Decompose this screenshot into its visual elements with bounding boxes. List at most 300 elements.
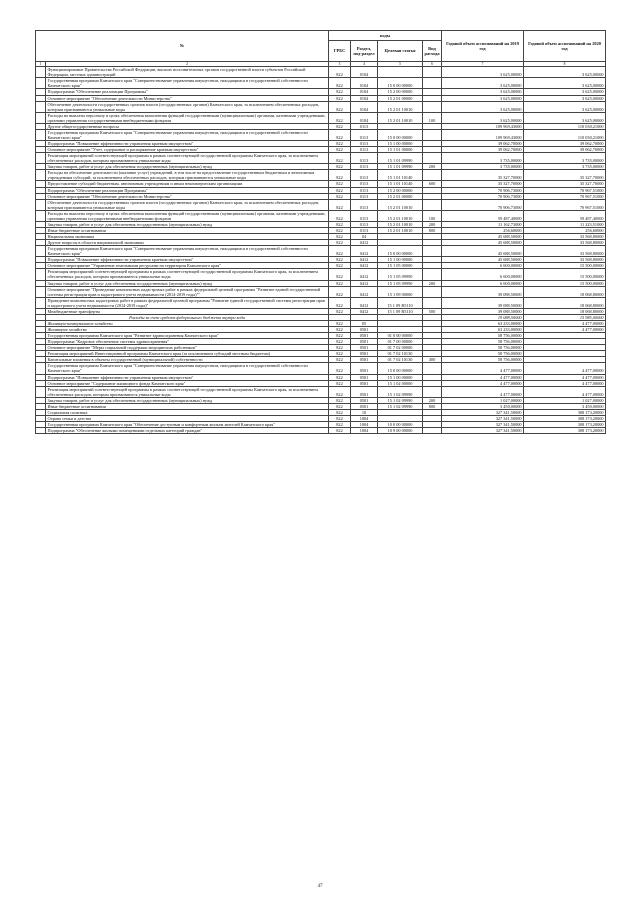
row-grbs: 822 [329, 89, 351, 95]
row-volume-2019: 3 625,00000 [442, 101, 524, 112]
row-name: Охрана семьи и детства [46, 415, 329, 421]
row-csr: 15 1 01 10140 [378, 170, 423, 181]
row-vr: 800 [423, 403, 442, 409]
blank [36, 67, 46, 78]
row-razdel: 0113 [351, 129, 378, 140]
row-volume-2020: 33 568,80000 [524, 240, 606, 246]
header-index-cell: 2 [46, 62, 329, 67]
row-grbs: 822 [329, 147, 351, 153]
row-volume-2020: 35 327,70000 [524, 181, 606, 187]
row-grbs: 822 [329, 141, 351, 147]
row-volume-2019: 11 162,73000 [442, 221, 524, 227]
row-name: Социальная политика [46, 409, 329, 415]
row-razdel: 0104 [351, 101, 378, 112]
row-name: Закупка товаров, работ и услуг для обеспечения государственных (муниципальных) нужд [46, 221, 329, 227]
row-name: Иные бюджетные ассигнования [46, 227, 329, 233]
row-razdel: 0104 [351, 78, 378, 89]
row-volume-2020: 4 477,00000 [524, 327, 606, 333]
row-volume-2020: 59 487,40000 [524, 210, 606, 221]
blank [36, 246, 46, 257]
row-csr: 15 1 00 00000 [378, 257, 423, 263]
row-name: Государственная программа Камчатского края "Совершенствование управления имуществом, находящимся в государственной собственности Камчатского края" [46, 246, 329, 257]
header-index-cell: 5 [378, 62, 423, 67]
header-volume-2019: Годовой объем ассигнований на 2019 год [442, 31, 524, 62]
row-volume-2019: 3 450,00000 [442, 403, 524, 409]
row-name: Государственная программа Камчатского края "Совершенствование управления имуществом, находящимся в государственной собственности Камчатского края" [46, 129, 329, 140]
table-row [36, 129, 606, 140]
table-row [36, 386, 606, 397]
row-volume-2019: 4 477,00000 [442, 363, 524, 374]
row-name: Жилищное хозяйство [46, 327, 329, 333]
row-grbs: 822 [329, 269, 351, 280]
row-name: Подпрограмма "Повышение эффективности управления краевым имуществом" [46, 257, 329, 263]
row-csr: 15 0 00 00000 [378, 363, 423, 374]
row-grbs: 822 [329, 380, 351, 386]
row-razdel: 1004 [351, 428, 378, 434]
row-csr: 15 1 02 00000 [378, 380, 423, 386]
row-name: Основное мероприятие "Проведение комплексных кадастровых работ в рамках федеральной целевой программы "Развитие единой государственной системы регистрации прав и кадастрового учета недвижимости (2014-2019 годы)"" [46, 286, 329, 297]
row-name: Основное мероприятие "Управление земельными ресурсами на территории Камчатского края" [46, 263, 329, 269]
row-csr: 15 0 00 00000 [378, 129, 423, 140]
row-razdel: 0113 [351, 141, 378, 147]
row-volume-2019: 45 688,50000 [442, 257, 524, 263]
row-volume-2020: 308 173,20000 [524, 428, 606, 434]
row-grbs: 822 [329, 221, 351, 227]
row-csr: 01 7 02 10130 [378, 357, 423, 363]
row-volume-2020: 70 967,51000 [524, 199, 606, 210]
row-name: Межбюджетные трансферты [46, 308, 329, 314]
row-razdel: 0412 [351, 269, 378, 280]
row-grbs: 822 [329, 153, 351, 164]
row-csr [378, 67, 423, 78]
row-volume-2020: 3 735,00000 [524, 164, 606, 170]
table-row [36, 78, 606, 89]
row-razdel: 0501 [351, 403, 378, 409]
row-name: Иные бюджетные ассигнования [46, 403, 329, 409]
row-volume-2019: 58 756,00000 [442, 345, 524, 351]
row-csr: 15 1 01 00000 [378, 147, 423, 153]
row-razdel: 0501 [351, 351, 378, 357]
row-razdel: 0113 [351, 210, 378, 221]
row-name: Основное мероприятие "Учет, содержание и распоряжение краевым имуществом" [46, 147, 329, 153]
row-name: Подпрограмма "Повышение эффективности управления краевым имуществом" [46, 374, 329, 380]
row-vr [423, 129, 442, 140]
budget-table [35, 30, 606, 434]
row-name: Государственная программа Камчатского края "Развитие здравоохранения Камчатского края" [46, 333, 329, 339]
blank [36, 78, 46, 89]
row-volume-2020: 39 062,70000 [524, 147, 606, 153]
row-volume-2020: 3 625,00000 [524, 78, 606, 89]
row-grbs: 822 [329, 286, 351, 297]
row-volume-2019: 39 062,70000 [442, 147, 524, 153]
row-vr [423, 78, 442, 89]
row-volume-2020: 4 477,00000 [524, 363, 606, 374]
row-razdel: 04 [351, 234, 378, 240]
row-volume-2019: 58 756,00000 [442, 357, 524, 363]
row-razdel: 0412 [351, 297, 378, 308]
row-name: Расходы на обеспечение деятельности (оказание услуг) учреждений, в том числе на предоставление государственным бюджетным и автономным учреждениям субсидий, за исключением обеспеченных расходов, которым присваиваются уникальные коды [46, 170, 329, 181]
row-csr: 15 1 05 09990 [378, 280, 423, 286]
blank [36, 170, 46, 181]
row-name: Расходы за счет средств федерального бюджета внутри кода [46, 314, 329, 320]
row-grbs: 822 [329, 403, 351, 409]
row-volume-2019: 58 756,00000 [442, 333, 524, 339]
blank [36, 101, 46, 112]
row-volume-2020: 110 030,21000 [524, 129, 606, 140]
header-index-cell: 1 [36, 62, 46, 67]
row-csr: 15 1 02 09990 [378, 403, 423, 409]
row-grbs: 822 [329, 351, 351, 357]
row-volume-2020: 3 735,00000 [524, 153, 606, 164]
row-vr: 200 [423, 397, 442, 403]
row-grbs: 822 [329, 357, 351, 363]
row-volume-2020: 33 568,80000 [524, 234, 606, 240]
row-vr [423, 67, 442, 78]
blank [36, 286, 46, 297]
table-row [36, 67, 606, 78]
row-volume-2020: 15 500,00000 [524, 269, 606, 280]
row-razdel: 0501 [351, 339, 378, 345]
row-csr: 01 7 00 00000 [378, 339, 423, 345]
row-volume-2019: 6 600,00000 [442, 269, 524, 280]
header-codes-group: коды [329, 31, 442, 41]
row-volume-2019: 70 906,73000 [442, 199, 524, 210]
header-index-cell: 8 [524, 62, 606, 67]
row-grbs: 822 [329, 67, 351, 78]
row-volume-2019: 70 906,73000 [442, 193, 524, 199]
row-razdel: 0113 [351, 164, 378, 170]
header-grbs: ГРБС [329, 41, 351, 62]
row-csr: 15 0 00 00000 [378, 246, 423, 257]
row-volume-2020: 3 450,00000 [524, 403, 606, 409]
row-razdel: 0104 [351, 67, 378, 78]
row-razdel: 0104 [351, 95, 378, 101]
row-grbs: 822 [329, 170, 351, 181]
header-razdel: Раздел, под-раздел [351, 41, 378, 62]
row-csr: 15 2 01 10010 [378, 221, 423, 227]
row-grbs: 822 [329, 339, 351, 345]
row-volume-2019: 35 327,70000 [442, 170, 524, 181]
row-csr: 15 2 01 00000 [378, 193, 423, 199]
row-volume-2019: 45 688,50000 [442, 246, 524, 257]
row-grbs: 822 [329, 101, 351, 112]
row-volume-2019: 327 341,50000 [442, 409, 524, 415]
row-razdel: 0501 [351, 397, 378, 403]
row-volume-2019: 3 625,00000 [442, 112, 524, 123]
row-volume-2019: 39 088,50000 [442, 297, 524, 308]
row-volume-2019: 59 487,40000 [442, 210, 524, 221]
row-name: Основное мероприятие "Меры социальной поддержки медицинских работников" [46, 345, 329, 351]
row-csr: 15 2 01 00000 [378, 95, 423, 101]
row-vr [423, 269, 442, 280]
row-grbs: 822 [329, 327, 351, 333]
row-name: Государственная программа Камчатского края "Обеспечение доступным и комфортным жильем жителей Камчатского края" [46, 422, 329, 428]
row-name: Реализация мероприятий соответствующей программы в рамках соответствующей государственной программы Камчатского края, за исключением обеспеченных расходов, которым присваиваются уникальные коды [46, 269, 329, 280]
row-vr [423, 286, 442, 297]
row-volume-2020: 18 068,80000 [524, 297, 606, 308]
table-row [36, 153, 606, 164]
blank [36, 363, 46, 374]
row-grbs: 822 [329, 263, 351, 269]
row-volume-2020: 15 500,00000 [524, 280, 606, 286]
row-volume-2019: 109 969,43000 [442, 129, 524, 140]
row-name: Функционирование Правительства Российской Федерации, высших исполнительных органов государственной власти субъектов Российской Федерации, местных администраций [46, 67, 329, 78]
row-name: Капитальные вложения в объекты государственной (муниципальной) собственности [46, 357, 329, 363]
row-volume-2019: 6 600,00000 [442, 280, 524, 286]
row-grbs: 822 [329, 257, 351, 263]
row-volume-2020: 3 625,00000 [524, 112, 606, 123]
row-csr: 15 1 01 10140 [378, 181, 423, 187]
table-row [36, 286, 606, 297]
row-name: Расходы на выплаты персоналу в целях обеспечения выполнения функций государственными (муниципальными) органами, казенными учреждениями, органами управления государственными внебюджетными фондами [46, 210, 329, 221]
row-volume-2019: 19 088,50000 [442, 314, 524, 320]
row-csr: 15 2 01 10010 [378, 227, 423, 233]
row-csr: 15 1 09 R5110 [378, 297, 423, 308]
row-volume-2020: 39 062,70000 [524, 141, 606, 147]
row-volume-2020: 3 625,00000 [524, 101, 606, 112]
row-volume-2020: 308 173,20000 [524, 415, 606, 421]
row-grbs: 822 [329, 193, 351, 199]
row-name: Предоставление субсидий бюджетным, автономным учреждениям и иным некоммерческим организациям [46, 181, 329, 187]
row-volume-2020: 18 068,80000 [524, 308, 606, 314]
row-volume-2019: 70 906,73000 [442, 187, 524, 193]
row-vr [423, 153, 442, 164]
row-volume-2019: 109 969,43000 [442, 123, 524, 129]
row-name: Государственная программа Камчатского края "Совершенствование управления имуществом, находящимся в государственной собственности Камчатского края" [46, 363, 329, 374]
row-name: Основное мероприятие "Обеспечение деятельности Министерства" [46, 193, 329, 199]
row-name: Обеспечение деятельности государственных органов власти (государственных органов) Камчатского края, за исключением обеспеченных расходов, которым присваиваются уникальные коды [46, 199, 329, 210]
header-csr: Целевая статья [378, 41, 423, 62]
row-volume-2019: 3 735,00000 [442, 164, 524, 170]
row-csr: 15 2 00 00000 [378, 187, 423, 193]
row-volume-2020: 35 327,70000 [524, 170, 606, 181]
row-vr: 200 [423, 221, 442, 227]
row-volume-2020: 70 967,51000 [524, 193, 606, 199]
row-razdel: 0501 [351, 333, 378, 339]
row-razdel: 0113 [351, 221, 378, 227]
row-volume-2020: 3 625,00000 [524, 95, 606, 101]
row-name: Обеспечение деятельности государственных органов власти (государственных органов) Камчатского края, за исключением обеспеченных расходов, которым присваиваются уникальные коды [46, 101, 329, 112]
table-row [36, 101, 606, 112]
row-razdel: 0113 [351, 227, 378, 233]
row-volume-2019: 3 625,00000 [442, 95, 524, 101]
row-grbs: 822 [329, 234, 351, 240]
row-volume-2020: 33 568,80000 [524, 257, 606, 263]
row-razdel: 0501 [351, 357, 378, 363]
row-volume-2020: 256,60000 [524, 227, 606, 233]
row-name: Государственная программа Камчатского края "Совершенствование управления имуществом, находящимся в государственной собственности Камчатского края" [46, 78, 329, 89]
header-volume-2020: Годовой объем ассигнований на 2020 год [524, 31, 606, 62]
row-volume-2019: 45 688,50000 [442, 240, 524, 246]
row-razdel: 0412 [351, 263, 378, 269]
row-volume-2019: 4 477,00000 [442, 386, 524, 397]
row-grbs: 822 [329, 123, 351, 129]
row-razdel: 0501 [351, 327, 378, 333]
row-name: Закупка товаров, работ и услуг для обеспечения государственных (муниципальных) нужд [46, 280, 329, 286]
row-razdel: 1004 [351, 415, 378, 421]
row-vr [423, 199, 442, 210]
blank [36, 297, 46, 308]
blank [36, 269, 46, 280]
row-volume-2020: 308 173,20000 [524, 409, 606, 415]
row-name: Расходы на выплаты персоналу в целях обеспечения выполнения функций государственными (муниципальными) органами, казенными учреждениями, органами управления государственными внебюджетными фондами [46, 112, 329, 123]
row-volume-2019: 58 756,00000 [442, 351, 524, 357]
row-name: Подпрограмма "Кадровое обеспечение системы здравоохранения" [46, 339, 329, 345]
row-csr: 10 9 00 00000 [378, 428, 423, 434]
row-grbs: 822 [329, 422, 351, 428]
row-vr: 100 [423, 210, 442, 221]
row-razdel: 0104 [351, 89, 378, 95]
row-csr: 15 1 00 00000 [378, 374, 423, 380]
row-razdel: 0501 [351, 345, 378, 351]
row-csr: 15 1 05 00000 [378, 263, 423, 269]
row-grbs: 822 [329, 164, 351, 170]
row-vr [423, 101, 442, 112]
row-razdel: 0113 [351, 170, 378, 181]
row-razdel: 0501 [351, 374, 378, 380]
row-vr [423, 246, 442, 257]
row-grbs: 822 [329, 333, 351, 339]
row-csr: 15 2 01 10010 [378, 101, 423, 112]
row-vr: 200 [423, 280, 442, 286]
row-name: Основное мероприятие "Содержание жилищного фонда Камчатского края" [46, 380, 329, 386]
row-volume-2019: 3 625,00000 [442, 67, 524, 78]
row-volume-2020: 110 030,21000 [524, 123, 606, 129]
row-volume-2020: 4 477,00000 [524, 374, 606, 380]
row-volume-2019: 3 735,00000 [442, 153, 524, 164]
row-volume-2020: 3 625,00000 [524, 89, 606, 95]
row-volume-2020: 18 068,80000 [524, 286, 606, 297]
row-volume-2019: 256,60000 [442, 227, 524, 233]
header-index-cell: 3 [329, 62, 351, 67]
row-volume-2020: 15 985,00000 [524, 314, 606, 320]
row-grbs: 822 [329, 129, 351, 140]
row-razdel: 0412 [351, 240, 378, 246]
row-csr: 15 2 01 10010 [378, 199, 423, 210]
row-name: Реализация мероприятий соответствующей программы в рамках соответствующей государственной программы Камчатского края, за исключением обеспеченных расходов, которым присваиваются уникальные коды [46, 153, 329, 164]
header-number: № [36, 31, 329, 62]
row-volume-2020: 70 967,51000 [524, 187, 606, 193]
row-csr: 15 1 02 09990 [378, 386, 423, 397]
row-csr: 01 0 00 00000 [378, 333, 423, 339]
row-name: Национальная экономика [46, 234, 329, 240]
row-vr: 400 [423, 357, 442, 363]
table-body [36, 67, 606, 434]
table-row [36, 269, 606, 280]
row-razdel: 0501 [351, 363, 378, 374]
row-grbs: 822 [329, 297, 351, 308]
row-grbs: 822 [329, 308, 351, 314]
row-grbs: 822 [329, 345, 351, 351]
row-volume-2020: 4 477,00000 [524, 386, 606, 397]
row-grbs: 822 [329, 199, 351, 210]
row-csr: 15 1 09 R5110 [378, 308, 423, 314]
row-csr: 01 7 02 00000 [378, 345, 423, 351]
row-grbs: 822 [329, 397, 351, 403]
row-razdel: 0113 [351, 123, 378, 129]
row-razdel: 0412 [351, 308, 378, 314]
row-name: Основное мероприятие "Обеспечение деятельности Министерства" [46, 95, 329, 101]
row-razdel: 0113 [351, 147, 378, 153]
row-grbs: 822 [329, 227, 351, 233]
table-row [36, 428, 606, 434]
row-volume-2020: 1 027,00000 [524, 397, 606, 403]
row-grbs: 822 [329, 374, 351, 380]
row-csr: 15 2 01 10010 [378, 112, 423, 123]
row-vr [423, 386, 442, 397]
table-row [36, 210, 606, 221]
row-csr: 15 1 01 09990 [378, 164, 423, 170]
row-razdel: 0412 [351, 246, 378, 257]
row-vr: 800 [423, 227, 442, 233]
blank [36, 428, 46, 434]
table-row [36, 112, 606, 123]
row-grbs: 822 [329, 428, 351, 434]
row-razdel: 0113 [351, 181, 378, 187]
row-volume-2019: 3 625,00000 [442, 78, 524, 89]
row-name: Подпрограмма "Обеспечение реализации Программы" [46, 187, 329, 193]
row-csr: 10 0 00 00000 [378, 422, 423, 428]
row-csr: 15 1 05 09990 [378, 269, 423, 280]
row-grbs: 822 [329, 112, 351, 123]
row-name: Жилищно-коммунальное хозяйство [46, 320, 329, 326]
row-csr: 15 2 00 00000 [378, 89, 423, 95]
header-index-cell: 7 [442, 62, 524, 67]
blank [36, 129, 46, 140]
row-razdel: 0412 [351, 286, 378, 297]
row-grbs: 822 [329, 240, 351, 246]
row-volume-2019: 58 756,00000 [442, 339, 524, 345]
blank [36, 153, 46, 164]
row-volume-2019: 39 088,50000 [442, 286, 524, 297]
row-name: Реализация мероприятий Инвестиционной программы Камчатского края (за исключением субсидий местным бюджетам) [46, 351, 329, 357]
row-vr: 500 [423, 308, 442, 314]
row-name: Подпрограмма "Обеспечение жилыми помещениями отдельных категорий граждан" [46, 428, 329, 434]
row-volume-2019: 4 477,00000 [442, 380, 524, 386]
row-razdel: 10 [351, 409, 378, 415]
document-page [35, 30, 605, 434]
row-name: Закупка товаров, работ и услуг для обеспечения государственных (муниципальных) нужд [46, 397, 329, 403]
row-grbs: 822 [329, 386, 351, 397]
row-csr: 15 1 01 09990 [378, 153, 423, 164]
table-row [36, 297, 606, 308]
header-vr: Вид расхода [423, 41, 442, 62]
blank [36, 112, 46, 123]
row-volume-2019: 63 233,00000 [442, 320, 524, 326]
blank [36, 199, 46, 210]
row-volume-2019: 6 600,00000 [442, 263, 524, 269]
row-razdel: 0113 [351, 199, 378, 210]
row-csr: 15 1 02 09990 [378, 397, 423, 403]
header-index-cell: 4 [351, 62, 378, 67]
row-volume-2019: 1 027,00000 [442, 397, 524, 403]
row-csr: 15 2 01 10010 [378, 210, 423, 221]
row-volume-2019: 4 477,00000 [442, 374, 524, 380]
row-razdel: 0412 [351, 280, 378, 286]
row-razdel: 05 [351, 320, 378, 326]
row-csr: 15 1 09 00000 [378, 286, 423, 297]
row-volume-2019: 327 341,50000 [442, 422, 524, 428]
row-csr: 01 7 02 10130 [378, 351, 423, 357]
row-grbs: 822 [329, 95, 351, 101]
row-grbs: 822 [329, 210, 351, 221]
header-index-cell: 6 [423, 62, 442, 67]
table-row [36, 199, 606, 210]
row-volume-2019: 39 062,70000 [442, 141, 524, 147]
table-row [36, 170, 606, 181]
row-vr [423, 363, 442, 374]
row-volume-2019: 3 625,00000 [442, 89, 524, 95]
